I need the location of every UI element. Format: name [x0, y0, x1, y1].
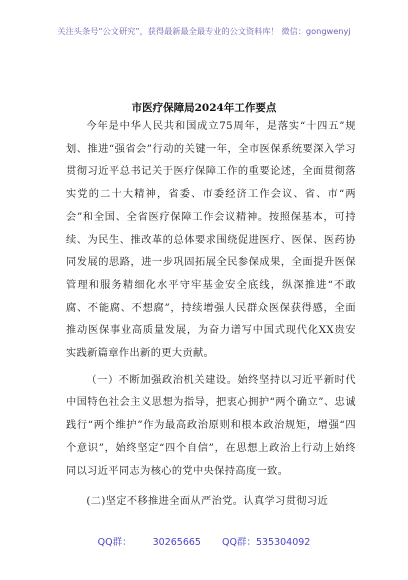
- paragraph-section-2: (二)坚定不移推进全面从严治党。认真学习贯彻习近: [86, 496, 329, 508]
- footer-qq-groups: QQ群： 30265665 QQ群：535304092: [97, 537, 311, 548]
- header-note: 关注头条号“公文研究”，获得最新最全最专业的公文资料库！ 微信：gongwenyj: [57, 26, 351, 36]
- document-title: 市医疗保障局2024年工作要点: [131, 102, 277, 114]
- paragraph-section-1: （一）不断加强政治机关建设。始终坚持以习近平新时代中国特色社会主义思想为指导，把衷心拥护“两个确立”、忠诚践行“两个维护”作为最高政治原则和根本政治规矩，增强“四个意识”，始终坚定“四个自信”，在思想上政治上行动上始终同以习近平同志为核心的党中央保持高度一致。: [66, 374, 356, 477]
- paragraph-intro: 今年是中华人民共和国成立75周年，是落实“十四五”规划、推进“强省会”行动的关键一年，全市医保系统要深入学习贯彻习近平总书记关于医疗保障工作的重要论述，全面贯彻落实党的二十大精神，省委、市委经济工作会议、省、市“两会”和全国、全省医疗保障工作会议精神。按照保基本，可持续、为民生、推改革的总体要求围绕促进医疗、医保、医药协同发展的思路，进一步巩固拓展全民参保成果，全面提升医保管理和服务精细化水平守牢基金安全底线，纵深推进“不敢腐、不能腐、不想腐”，持续增强人民群众医保获得感，全面推动医保事业高质量发展，为奋力谱写中国式现代化XX贵安实践新篇章作出新的更大贡献。: [66, 121, 356, 360]
- document-body: [66, 116, 356, 513]
